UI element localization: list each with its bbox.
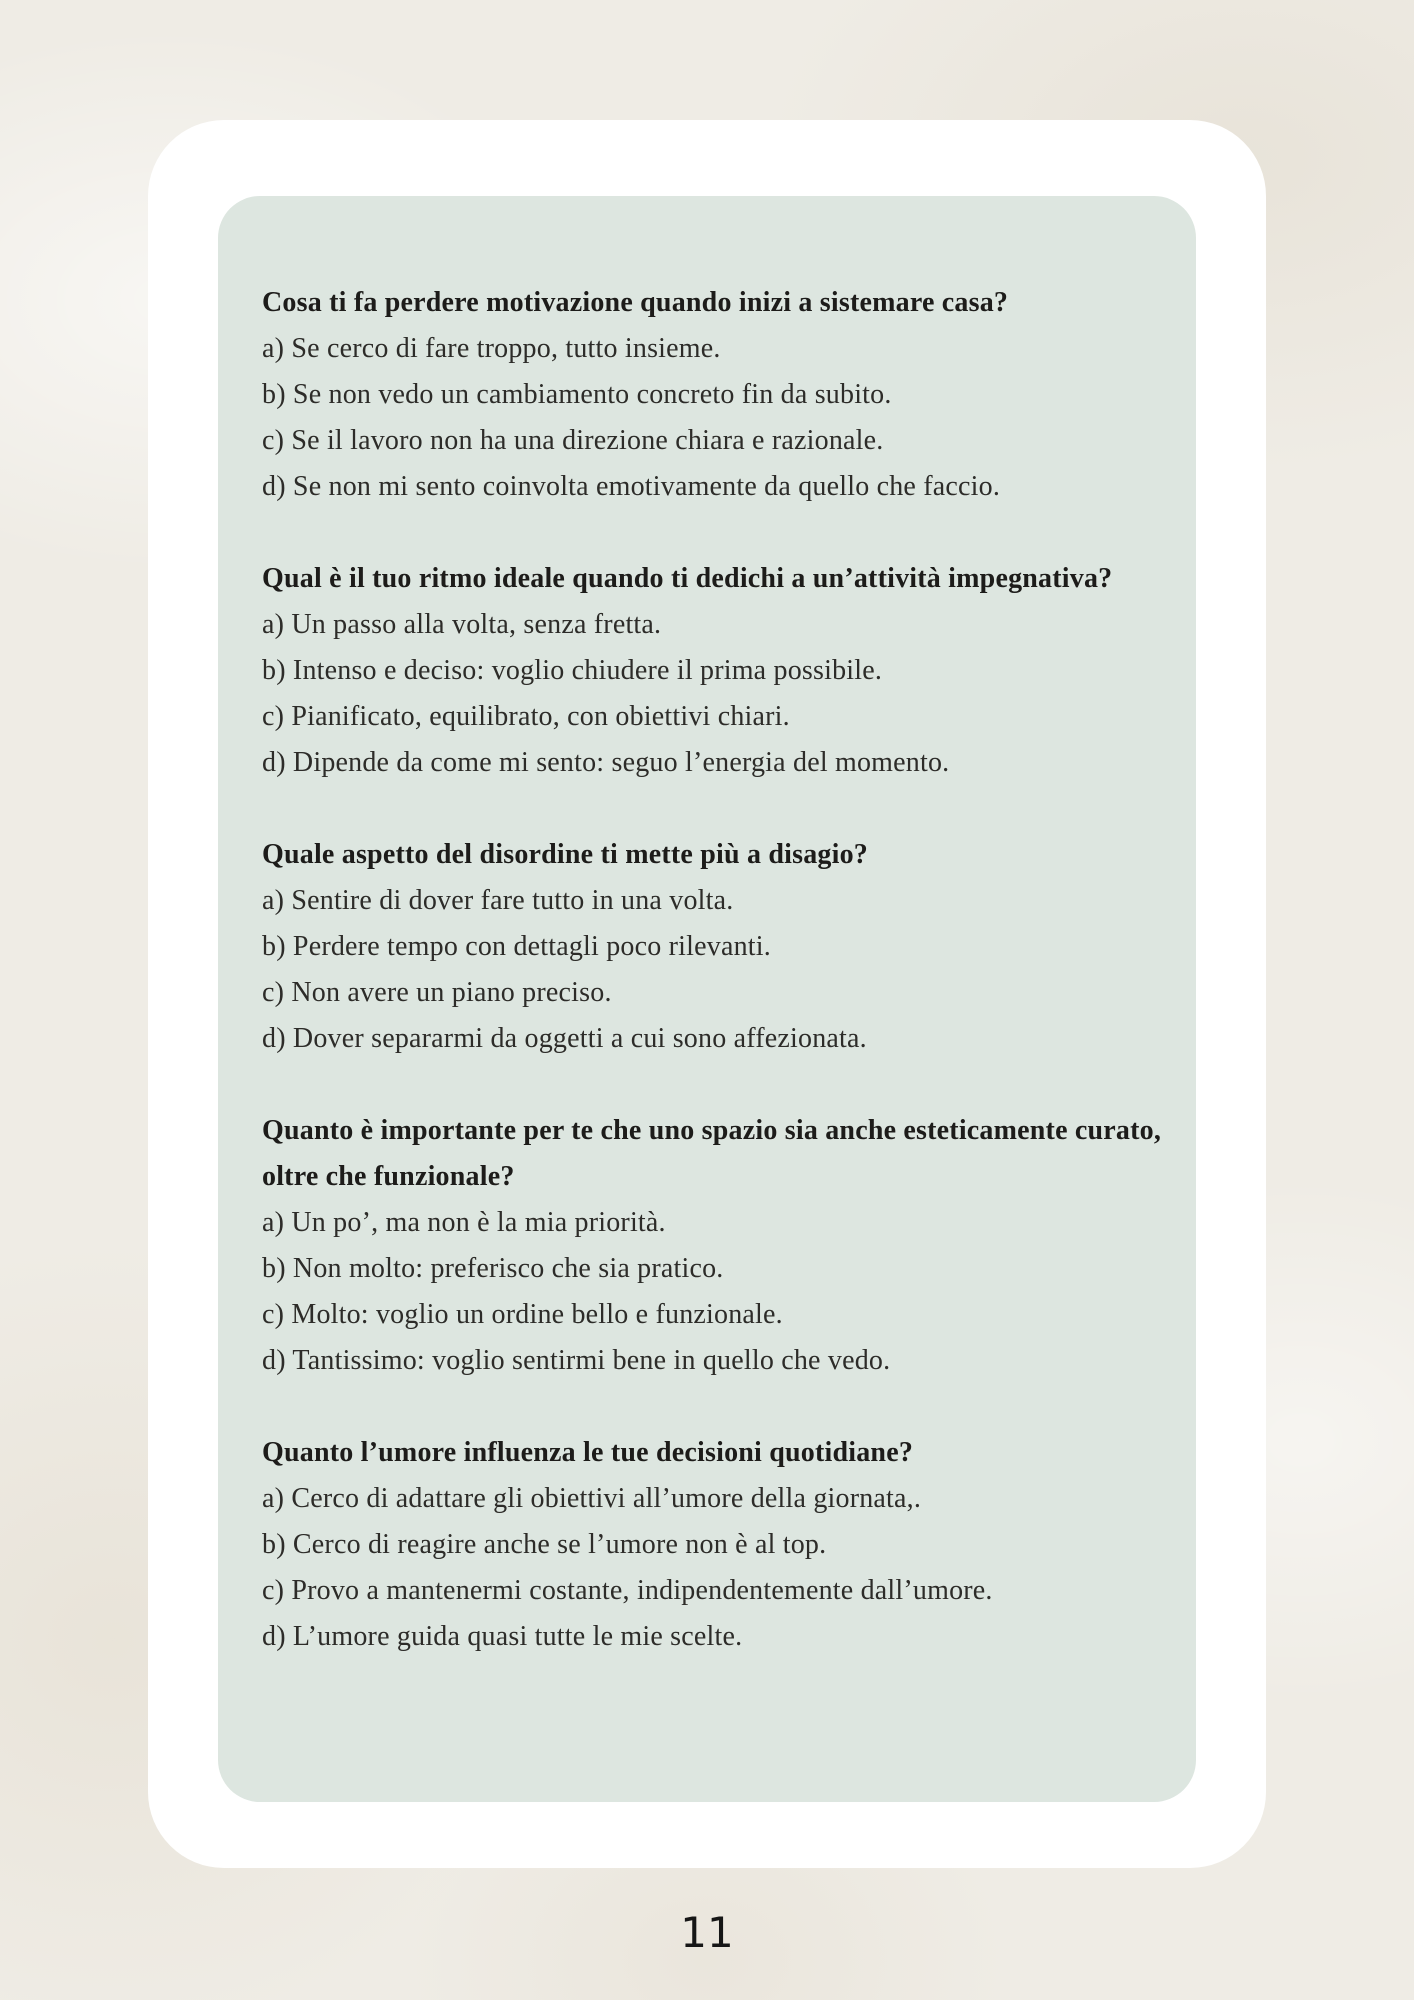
question-option-a: a) Un passo alla volta, senza fretta. bbox=[262, 609, 662, 640]
question-option-a: a) Un po’, ma non è la mia priorità. bbox=[262, 1207, 666, 1238]
question-option-c: c) Molto: voglio un ordine bello e funzionale. bbox=[262, 1299, 783, 1330]
question-option-b: b) Non molto: preferisco che sia pratico. bbox=[262, 1253, 724, 1284]
question-option-a: a) Sentire di dover fare tutto in una volta. bbox=[262, 885, 734, 916]
question-title: Qual è il tuo ritmo ideale quando ti dedichi a un’attività impegnativa? bbox=[262, 563, 1113, 594]
question-option-b: b) Cerco di reagire anche se l’umore non è al top. bbox=[262, 1529, 827, 1560]
question-block bbox=[262, 1430, 1166, 1660]
question-block bbox=[262, 1108, 1166, 1384]
question-option-a: a) Se cerco di fare troppo, tutto insieme. bbox=[262, 333, 721, 364]
page-number: 11 bbox=[680, 1908, 734, 1957]
question-block bbox=[262, 556, 1166, 786]
question-option-d: d) Se non mi sento coinvolta emotivamente da quello che faccio. bbox=[262, 471, 1001, 502]
question-option-c: c) Non avere un piano preciso. bbox=[262, 977, 612, 1008]
quiz-panel bbox=[218, 196, 1196, 1802]
question-option-b: b) Se non vedo un cambiamento concreto fin da subito. bbox=[262, 379, 892, 410]
question-option-d: d) L’umore guida quasi tutte le mie scelte. bbox=[262, 1621, 743, 1652]
page-card bbox=[148, 120, 1266, 1868]
question-option-d: d) Dover separarmi da oggetti a cui sono affezionata. bbox=[262, 1023, 867, 1054]
question-option-c: c) Pianificato, equilibrato, con obiettivi chiari. bbox=[262, 701, 790, 732]
question-option-c: c) Se il lavoro non ha una direzione chiara e razionale. bbox=[262, 425, 884, 456]
question-option-b: b) Perdere tempo con dettagli poco rilevanti. bbox=[262, 931, 771, 962]
question-title: Quanto è importante per te che uno spazio sia anche esteticamente curato, oltre che funzionale? bbox=[262, 1115, 1162, 1192]
question-title: Cosa ti fa perdere motivazione quando inizi a sistemare casa? bbox=[262, 287, 1009, 318]
question-option-c: c) Provo a mantenermi costante, indipendentemente dall’umore. bbox=[262, 1575, 993, 1606]
question-option-d: d) Dipende da come mi sento: seguo l’energia del momento. bbox=[262, 747, 950, 778]
question-option-d: d) Tantissimo: voglio sentirmi bene in quello che vedo. bbox=[262, 1345, 891, 1376]
question-option-b: b) Intenso e deciso: voglio chiudere il prima possibile. bbox=[262, 655, 883, 686]
question-title: Quanto l’umore influenza le tue decisioni quotidiane? bbox=[262, 1437, 914, 1468]
question-block bbox=[262, 832, 1166, 1062]
question-title: Quale aspetto del disordine ti mette più a disagio? bbox=[262, 839, 868, 870]
question-option-a: a) Cerco di adattare gli obiettivi all’umore della giornata,. bbox=[262, 1483, 922, 1514]
question-block bbox=[262, 280, 1166, 510]
